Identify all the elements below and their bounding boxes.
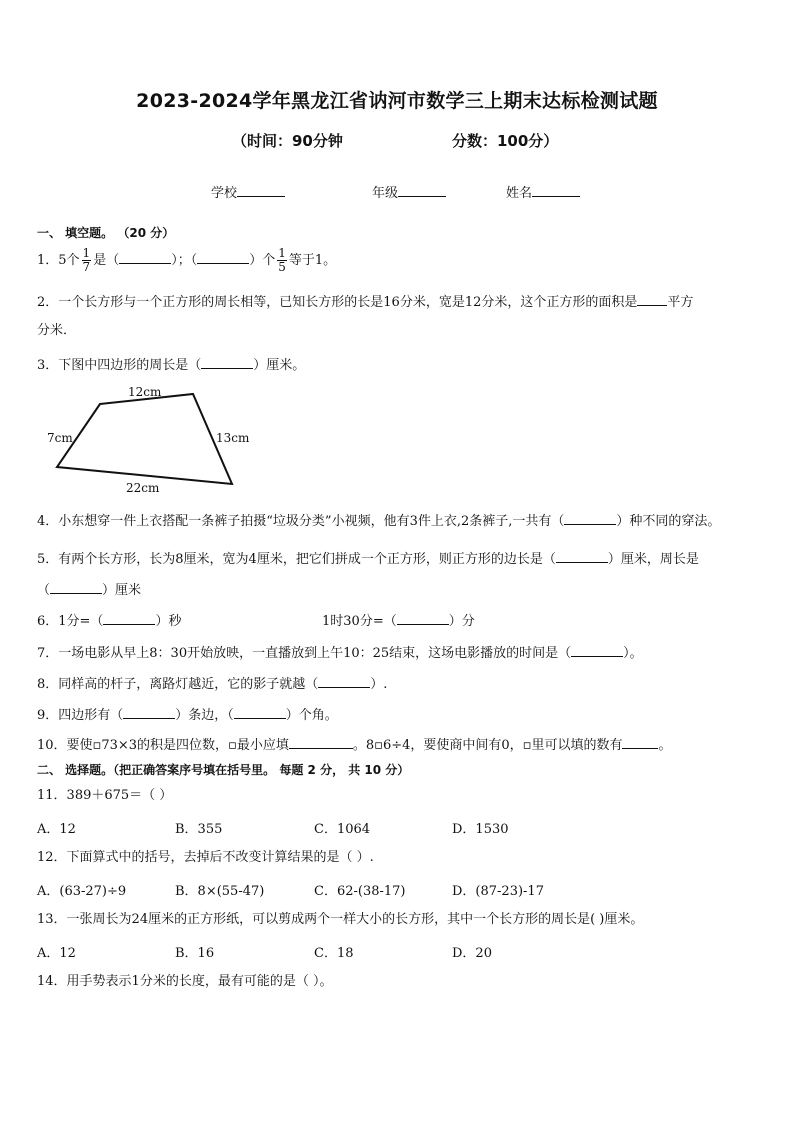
time-limit: （时间：90分钟 (232, 132, 343, 150)
question-7: 7．一场电影从早上8：30开始放映，一直播放到上午10：25结束，这场电影播放的时间是（ ）。 (37, 642, 643, 663)
question-2: 2．一个长方形与一个正方形的周长相等，已知长方形的长是16分米，宽是12分米，这个正方形的面积是 平方 (37, 291, 693, 312)
page-title: 2023-2024学年黑龙江省讷河市数学三上期末达标检测试题 (136, 90, 658, 112)
question-6a: 6．1分=（ ）秒 (37, 610, 181, 631)
question-8: 8．同样高的杆子，离路灯越近，它的影子就越（ ）. (37, 673, 387, 694)
label-left: 7cm (47, 431, 73, 445)
section-1-header: 一、 填空题。 （20 分） (37, 226, 175, 240)
question-6b: 1时30分=（ ）分 (322, 610, 475, 631)
question-11: 11．389＋675＝（ ） (37, 788, 173, 803)
question-2-cont: 分米． (37, 323, 77, 338)
question-4: 4．小东想穿一件上衣搭配一条裤子拍摄“垃圾分类”小视频，他有3件上衣,2条裤子,一共有（ ）种不同的穿法。 (37, 510, 720, 531)
q13-option-c: C．18 (314, 946, 354, 961)
question-1: 1．5个 $\frac{1}{7}$ 是（ ）；（ ）个 $\frac{1}{5}$ 等于1。 (37, 246, 337, 274)
q11-option-c: C．1064 (314, 822, 371, 837)
q11-option-d: D．1530 (452, 822, 509, 837)
question-3: 3．下图中四边形的周长是（ ）厘米。 (37, 354, 305, 375)
section-2-header: 二、 选择题。（把正确答案序号填在括号里。 每题 2 分， 共 10 分） (37, 763, 410, 777)
q12-option-d: D．(87-23)-17 (452, 884, 544, 899)
question-5: 5．有两个长方形，长为8厘米，宽为4厘米，把它们拼成一个正方形，则正方形的边长是（ ）厘米，周长是 (37, 548, 699, 569)
grade-field: 年级 (372, 182, 446, 201)
q13-option-b: B．16 (175, 946, 215, 961)
q11-option-a: A．12 (37, 822, 76, 837)
name-field: 姓名 (506, 182, 580, 201)
question-14: 14．用手势表示1分米的长度，最有可能的是（ ）。 (37, 974, 333, 989)
quadrilateral-shape (57, 394, 232, 484)
question-13: 13．一张周长为24厘米的正方形纸，可以剪成两个一样大小的长方形，其中一个长方形的周长是( )厘米。 (37, 912, 644, 927)
fraction-1-5: $\frac{1}{5}$ (278, 246, 286, 274)
label-bottom: 22cm (126, 481, 160, 495)
q12-option-c: C．62-(38-17) (314, 884, 406, 899)
q12-option-b: B．8×(55-47) (175, 884, 265, 899)
question-12: 12．下面算式中的括号，去掉后不改变计算结果的是（ ）. (37, 850, 374, 865)
question-10: 10．要使▫73×3的积是四位数，▫最小应填 。8▫6÷4，要使商中间有0，▫里可以填的数有 。 (37, 734, 672, 755)
quadrilateral-figure (40, 380, 260, 498)
question-5-cont: （ ）厘米 (37, 579, 141, 600)
total-score: 分数：100分） (452, 132, 559, 150)
label-right: 13cm (216, 431, 250, 445)
school-field: 学校 (211, 182, 285, 201)
question-9: 9．四边形有（ ）条边，（ ）个角。 (37, 704, 338, 725)
q13-option-d: D．20 (452, 946, 492, 961)
label-top: 12cm (128, 385, 162, 399)
q12-option-a: A．(63-27)÷9 (37, 884, 127, 899)
q11-option-b: B．355 (175, 822, 223, 837)
q13-option-a: A．12 (37, 946, 76, 961)
fraction-1-7: $\frac{1}{7}$ (82, 246, 91, 274)
